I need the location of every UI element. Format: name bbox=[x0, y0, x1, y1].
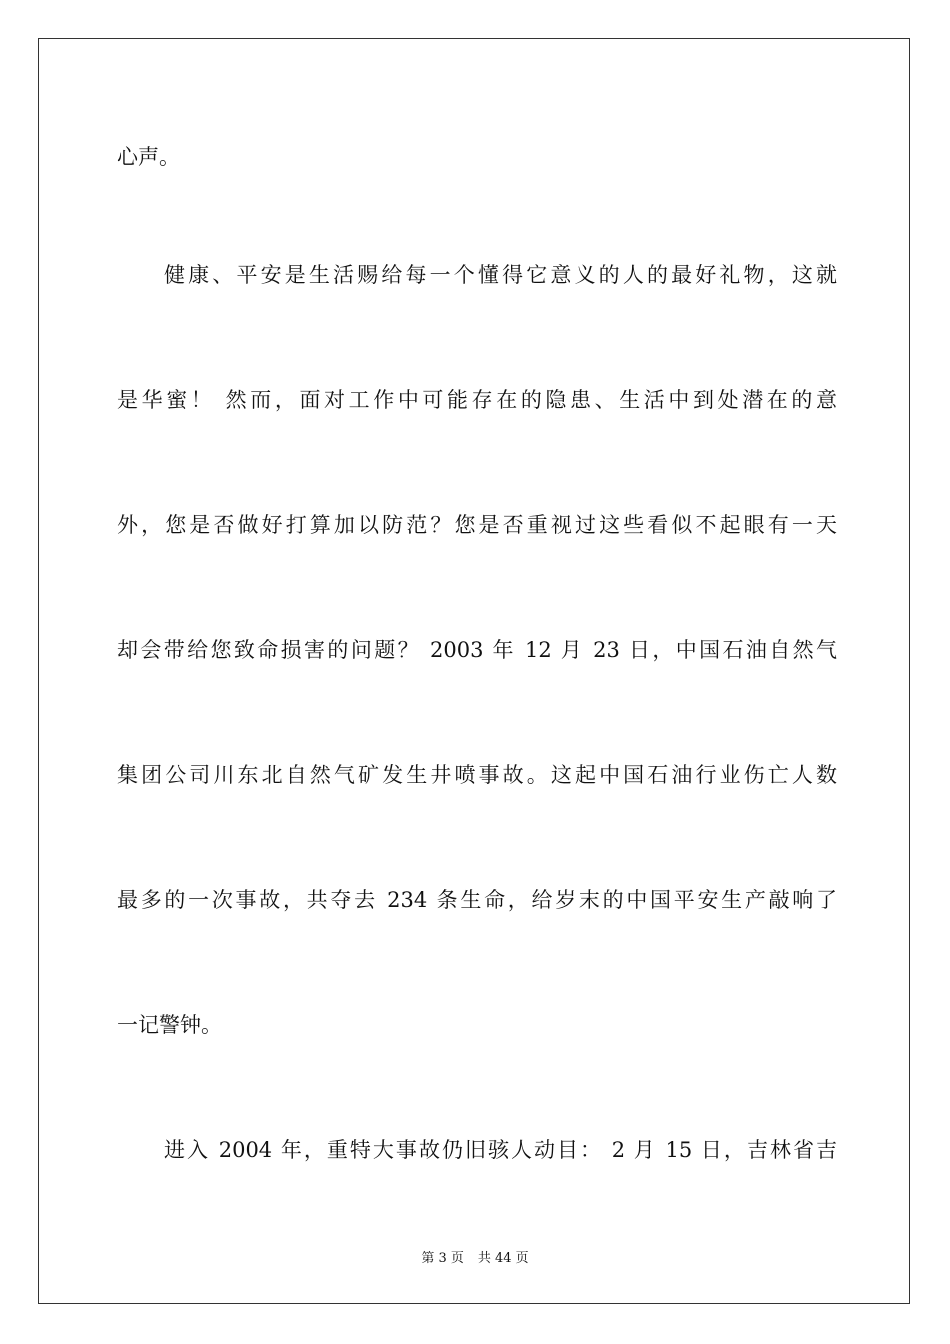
page-total: 共 44 页 bbox=[477, 1251, 529, 1266]
text-line-5: 却会带给您致命损害的问题？ 2003 年 12 月 23 日，中国石油自然气 bbox=[117, 638, 837, 662]
page-footer bbox=[0, 1247, 950, 1266]
text-line-4: 外，您是否做好打算加以防范？您是否重视过这些看似不起眼有一天 bbox=[117, 513, 837, 537]
text-line-7: 最多的一次事故，共夺去 234 条生命，给岁末的中国平安生产敲响了 bbox=[117, 888, 837, 912]
text-line-9: 进入 2004 年，重特大事故仍旧骇人动目： 2 月 15 日，吉林省吉 bbox=[164, 1138, 837, 1162]
text-line-1: 心声。 bbox=[117, 145, 180, 169]
text-line-8: 一记警钟。 bbox=[117, 1013, 222, 1037]
text-line-6: 集团公司川东北自然气矿发生井喷事故。这起中国石油行业伤亡人数 bbox=[117, 763, 837, 787]
page-border bbox=[38, 38, 910, 1304]
page-number: 第 3 页 bbox=[421, 1251, 464, 1266]
text-line-2: 健康、平安是生活赐给每一个懂得它意义的人的最好礼物，这就 bbox=[164, 263, 837, 287]
text-line-3: 是华蜜！ 然而，面对工作中可能存在的隐患、生活中到处潜在的意 bbox=[117, 388, 837, 412]
